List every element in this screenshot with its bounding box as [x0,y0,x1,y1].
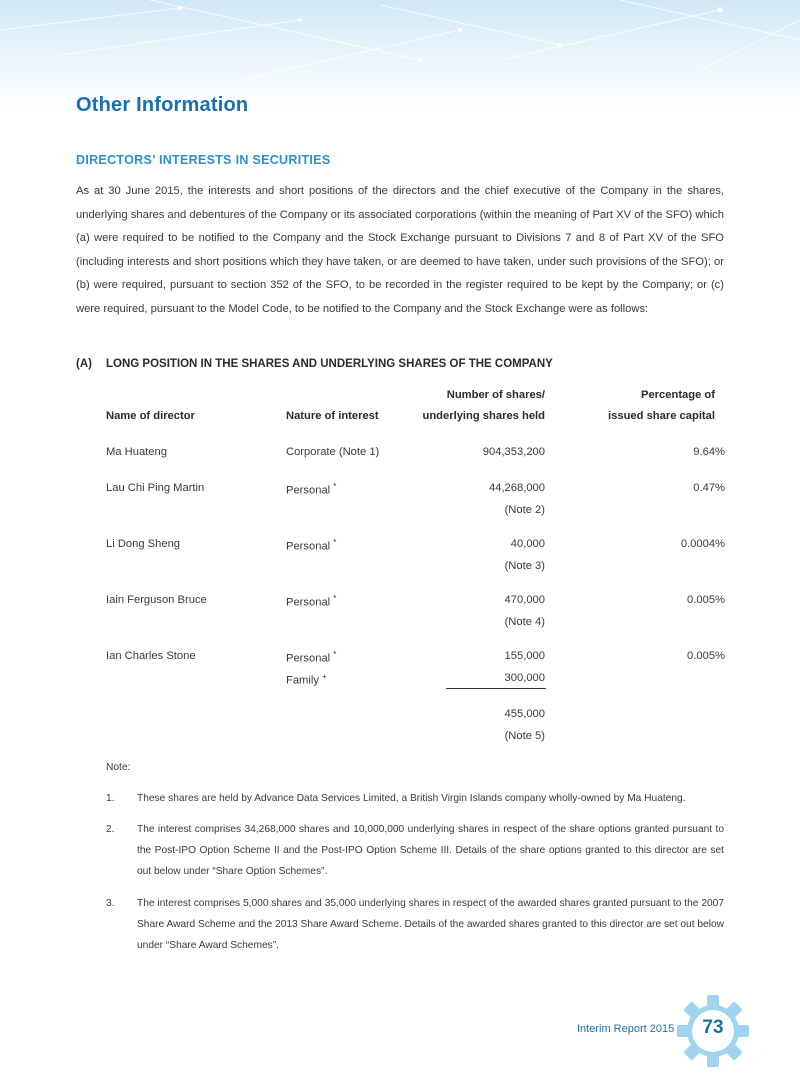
row4-mark: * [333,594,337,603]
row3-mark: * [333,538,337,547]
subsection-title: LONG POSITION IN THE SHARES AND UNDERLYING SHARES OF THE COMPANY [106,358,553,370]
row3-nature-label: Personal [286,540,331,553]
row3-note-ref: (Note 3) [504,560,545,572]
section-heading: DIRECTORS’ INTERESTS IN SECURITIES [76,153,331,167]
note3-text: The interest comprises 5,000 shares and 35,000 underlying shares in respect of the awarded shares granted pursuant to the 2007 Share Award Scheme and the 2013 Share Award Scheme. Details of the awarded shares granted to this director are set out below under “Share Award Schemes”. [137,898,724,951]
row4-shares: 470,000 [504,594,545,606]
row1-shares: 904,353,200 [482,446,545,458]
row2-director-name: Lau Chi Ping Martin [106,482,205,494]
row5-nature-family [286,672,327,687]
sum-rule [446,688,546,689]
row5-total: 455,000 [504,708,545,720]
row2-note-ref: (Note 2) [504,504,545,516]
note1-text: These shares are held by Advance Data Services Limited, a British Virgin Islands company wholly-owned by Ma Huateng. [137,793,686,804]
header-shares-line2: underlying shares held [422,410,545,422]
row3-nature [286,538,336,553]
row2-nature-label: Personal [286,484,331,497]
row3-percentage: 0.0004% [680,538,725,550]
row1-nature: Corporate (Note 1) [286,446,380,458]
row2-nature [286,482,336,497]
row3-director-name: Li Dong Sheng [106,538,181,550]
row5-shares: 155,000 [504,650,545,662]
row5-nature [286,650,336,665]
row4-director-name: Iain Ferguson Bruce [106,594,207,606]
row5-note-ref: (Note 5) [504,730,545,742]
subsection-heading [76,358,553,370]
row5-director-name: Ian Charles Stone [106,650,196,662]
header-nature-of-interest: Nature of interest [286,410,379,422]
row5-mark2: + [322,672,327,681]
row5-nature-label: Personal [286,652,331,665]
note2-text: The interest comprises 34,268,000 shares and 10,000,000 underlying shares in respect of the share options granted pursuant to the Post-IPO Option Scheme II and the Post-IPO Option Scheme III. Details of the share options granted to this director are set out below under “Share Option Schemes”. [137,824,724,877]
header-percentage-line1: Percentage of [641,389,715,401]
subsection-letter: (A) [76,358,92,370]
row2-mark: * [333,482,337,491]
note2-number: 2. [106,824,115,835]
intro-paragraph: As at 30 June 2015, the interests and short positions of the directors and the chief executive of the Company in the shares, underlying shares and debentures of the Company or its associated corporations (within the meaning of Part XV of the SFO) which (a) were required to be notified to the Company and the Stock Exchange pursuant to Divisions 7 and 8 of Part XV of the SFO (including interests and short positions which they have taken, or are deemed to have taken, under such provisions of the SFO); or (b) were required, pursuant to section 352 of the SFO, to be recorded in the register required to be kept by the Company; or (c) were required, pursuant to the Model Code, to be notified to the Company and the Stock Exchange were as follows: [76,185,724,315]
row5-mark: * [333,650,337,659]
row5-nature2-label: Family [286,674,319,687]
row4-percentage: 0.005% [687,594,725,606]
row5-percentage: 0.005% [687,650,725,662]
header-name-of-director: Name of director [106,410,195,422]
notes-label: Note: [106,762,131,773]
row1-percentage: 9.64% [693,446,725,458]
header-percentage-line2: issued share capital [608,410,715,422]
page-number: 73 [702,1017,724,1038]
page-title: Other Information [76,94,249,116]
row3-shares: 40,000 [510,538,545,550]
row1-director-name: Ma Huateng [106,446,167,458]
row4-nature-label: Personal [286,596,331,609]
footer-report-title: Interim Report 2015 [577,1023,675,1035]
row2-percentage: 0.47% [693,482,725,494]
row4-note-ref: (Note 4) [504,616,545,628]
header-shares-line1: Number of shares/ [446,389,545,401]
row5-shares-family: 300,000 [504,672,545,684]
row4-nature [286,594,336,609]
note1-number: 1. [106,793,115,804]
row2-shares: 44,268,000 [489,482,545,494]
note3-number: 3. [106,898,115,909]
